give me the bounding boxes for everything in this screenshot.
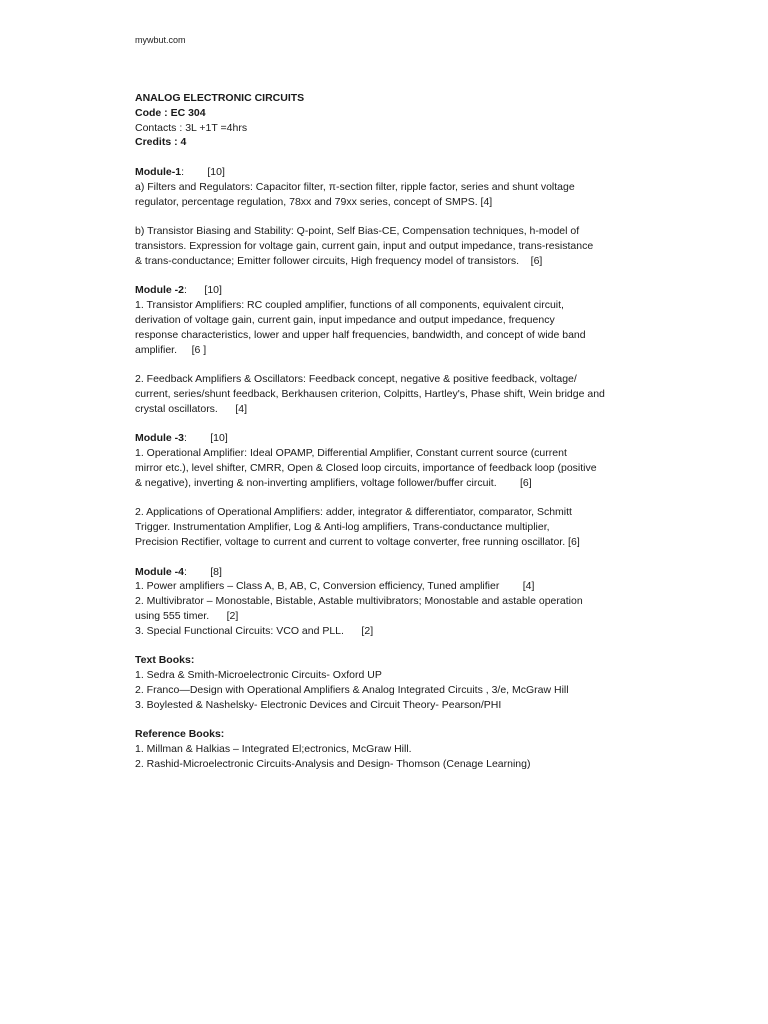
module-1-heading: Module-1: [10]: [135, 165, 225, 178]
module-3-p2-line: Precision Rectifier, voltage to current and current to voltage converter, free running oscillator. [6]: [135, 535, 580, 548]
module-4-line: using 555 timer. [2]: [135, 609, 239, 622]
module-3-p2-line: Trigger. Instrumentation Amplifier, Log & Anti-log amplifiers, Trans-conductance multiplier,: [135, 521, 550, 534]
module-2-p1-line: derivation of voltage gain, current gain, input impedance and output impedance, frequency: [135, 313, 555, 326]
module-3-p1-line: & negative), inverting & non-inverting amplifiers, voltage follower/buffer circuit. [6]: [135, 476, 532, 489]
reference-book-item: 2. Rashid-Microelectronic Circuits-Analysis and Design- Thomson (Cenage Learning): [135, 757, 531, 770]
module-2-heading: Module -2: [10]: [135, 284, 222, 297]
module-2-p1-line: amplifier. [6 ]: [135, 343, 207, 356]
module-3-p1-line: mirror etc.), level shifter, CMRR, Open & Closed loop circuits, importance of feedback loop (positive: [135, 461, 597, 474]
module-2-p1-line: response characteristics, lower and upper half frequencies, bandwidth, and concept of wide band: [135, 328, 586, 341]
module-4-line: 2. Multivibrator – Monostable, Bistable, Astable multivibrators; Monostable and astable operation: [135, 595, 583, 608]
site-header: mywbut.com: [135, 35, 186, 45]
module-1-a-line: a) Filters and Regulators: Capacitor filter, π-section filter, ripple factor, series and shunt voltage: [135, 180, 575, 193]
course-title: ANALOG ELECTRONIC CIRCUITS: [135, 92, 305, 104]
module-2-p2-line: 2. Feedback Amplifiers & Oscillators: Feedback concept, negative & positive feedback, voltage/: [135, 373, 577, 386]
module-1-b-line: & trans-conductance; Emitter follower circuits, High frequency model of transistors. [6]: [135, 254, 543, 267]
module-4-line: 1. Power amplifiers – Class A, B, AB, C, Conversion efficiency, Tuned amplifier [4]: [135, 580, 535, 593]
module-4-heading: Module -4: [8]: [135, 565, 222, 578]
module-3-p1-line: 1. Operational Amplifier: Ideal OPAMP, Differential Amplifier, Constant current source (current: [135, 447, 567, 460]
course-contacts: Contacts : 3L +1T =4hrs: [135, 121, 248, 134]
module-1-a-line: regulator, percentage regulation, 78xx and 79xx series, concept of SMPS. [4]: [135, 195, 493, 208]
text-book-item: 1. Sedra & Smith-Microelectronic Circuits- Oxford UP: [135, 669, 382, 682]
module-4-line: 3. Special Functional Circuits: VCO and PLL. [2]: [135, 624, 374, 637]
module-2-p2-line: current, series/shunt feedback, Berkhausen criterion, Colpitts, Hartley's, Phase shift, Wein bridge and: [135, 387, 605, 400]
text-book-item: 3. Boylested & Nashelsky- Electronic Devices and Circuit Theory- Pearson/PHI: [135, 698, 502, 711]
course-code: Code : EC 304: [135, 106, 206, 119]
module-3-p2-line: 2. Applications of Operational Amplifiers: adder, integrator & differentiator, comparator, Schmitt: [135, 506, 572, 519]
course-credits: Credits : 4: [135, 136, 187, 149]
text-books-heading: Text Books:: [135, 654, 195, 667]
syllabus-content: [135, 91, 635, 772]
module-2-p1-line: 1. Transistor Amplifiers: RC coupled amplifier, functions of all components, equivalent circuit,: [135, 299, 564, 312]
module-1-b-line: b) Transistor Biasing and Stability: Q-point, Self Bias-CE, Compensation techniques, h-model of: [135, 225, 580, 238]
reference-book-item: 1. Millman & Halkias – Integrated El;ectronics, McGraw Hill.: [135, 743, 412, 756]
module-1-b-line: transistors. Expression for voltage gain, current gain, input and output impedance, trans-resistance: [135, 239, 594, 252]
module-3-heading: Module -3: [10]: [135, 432, 228, 445]
module-2-p2-line: crystal oscillators. [4]: [135, 402, 248, 415]
reference-books-heading: Reference Books:: [135, 728, 225, 741]
text-book-item: 2. Franco—Design with Operational Amplifiers & Analog Integrated Circuits , 3/e, McGraw Hill: [135, 683, 569, 696]
